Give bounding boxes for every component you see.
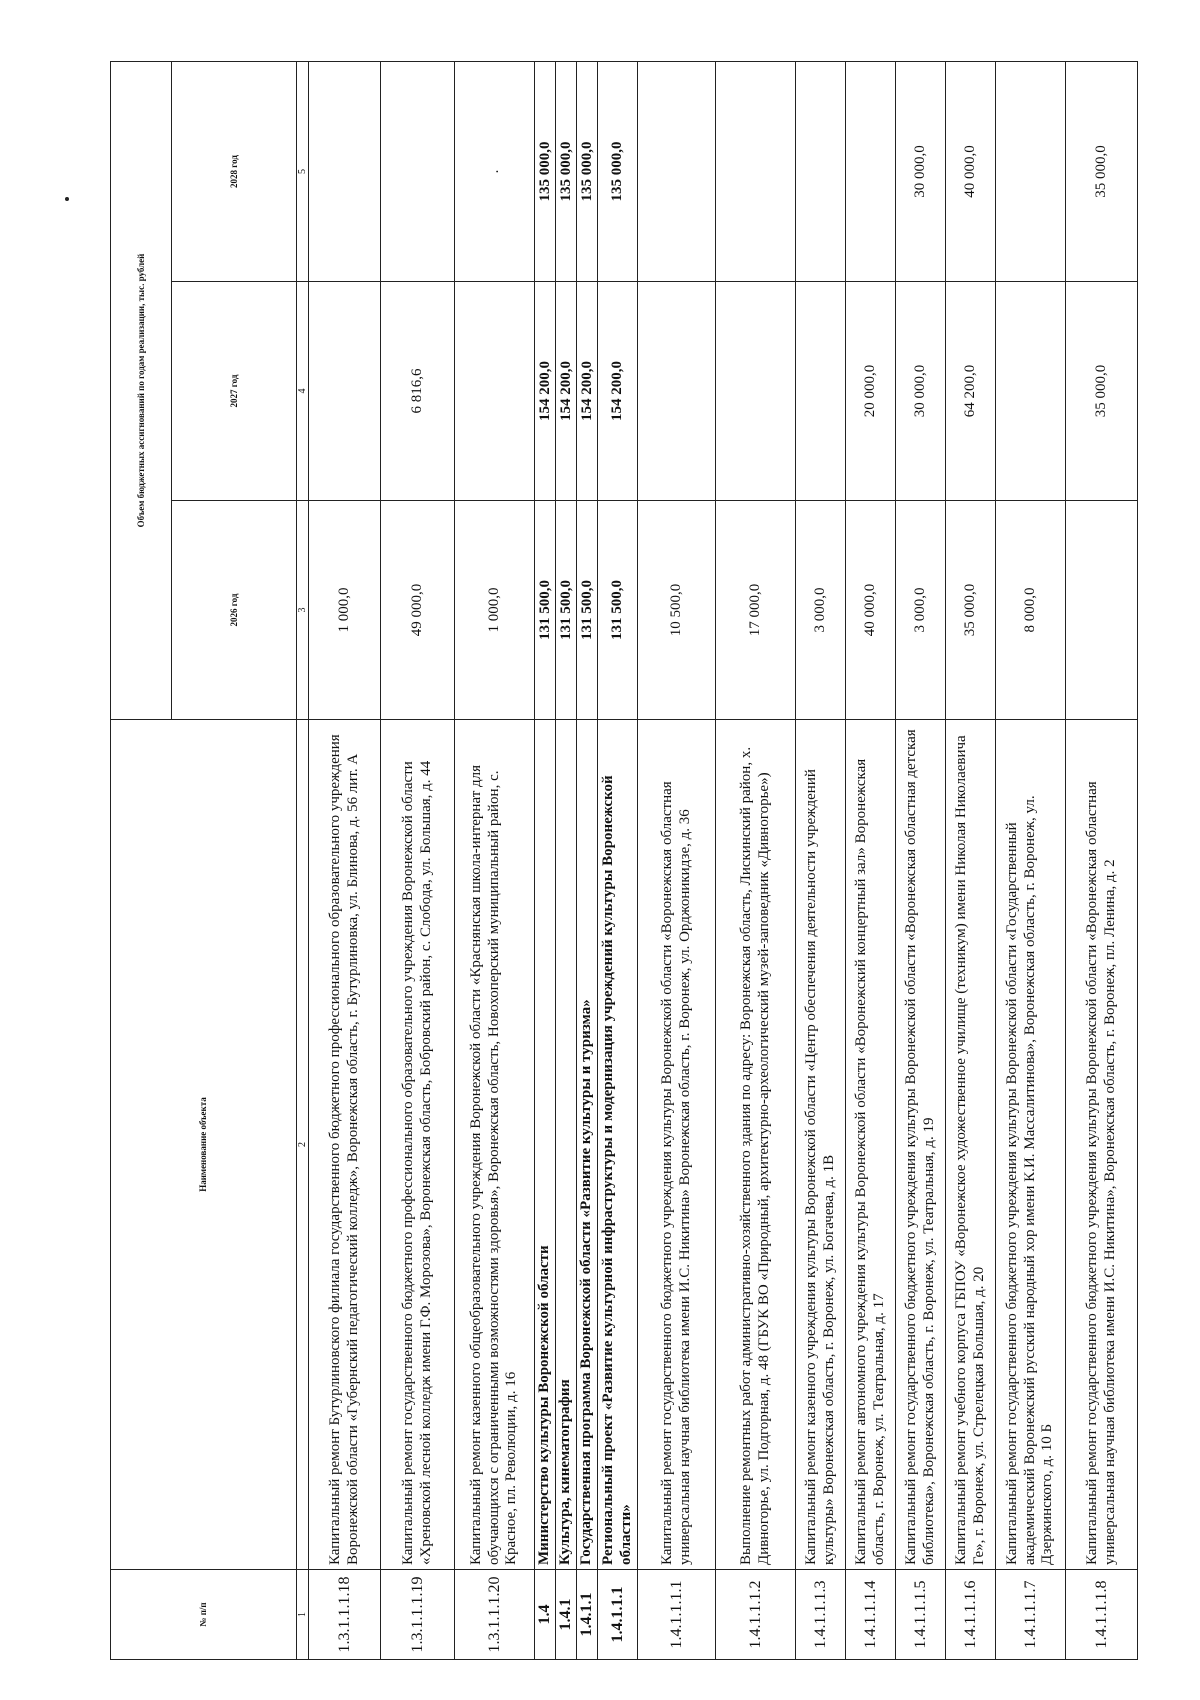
row-2028: 135 000,0 <box>577 61 598 281</box>
col-index: 5 <box>297 61 309 281</box>
row-2027 <box>309 282 381 501</box>
table-row <box>796 61 846 1659</box>
stray-dot-mark <box>65 197 69 201</box>
row-2027: 154 200,0 <box>577 282 598 501</box>
row-2027 <box>796 282 846 501</box>
header-num: № п/п <box>111 1570 297 1660</box>
row-2026: 8 000,0 <box>996 501 1066 720</box>
col-index: 2 <box>297 720 309 1570</box>
row-name: Капитальный ремонт учебного корпуса ГБПОУ «Воронежское художественное училище (техникум) имени Николая Николаевича Ге», г. Воронеж, ул. Стрелецкая Большая, д. 20 <box>946 720 996 1570</box>
row-2028 <box>381 61 455 281</box>
row-name: Капитальный ремонт казенного общеобразовательного учреждения Воронежской области «Краснянская школа-интернат для обучающихся с ограниченными возможностями здоровья», Воронежская область, Новохоперский муниципальный район, с. Красное, пл. Революции, д. 16 <box>455 720 535 1570</box>
row-number: 1.4.1.1.1.5 <box>896 1570 946 1660</box>
row-number: 1.3.1.1.1.19 <box>381 1570 455 1660</box>
row-2028: . <box>455 61 535 281</box>
row-2027 <box>716 282 796 501</box>
row-2027: 154 200,0 <box>535 282 556 501</box>
row-2026: 3 000,0 <box>796 501 846 720</box>
row-2028 <box>716 61 796 281</box>
table-body <box>309 61 1138 1659</box>
row-number: 1.4.1.1.1.2 <box>716 1570 796 1660</box>
header-year-2028: 2028 год <box>172 61 297 281</box>
table-row <box>556 61 577 1659</box>
table-row <box>996 61 1066 1659</box>
row-2028: 135 000,0 <box>556 61 577 281</box>
row-2028 <box>638 61 716 281</box>
table-row <box>598 61 638 1659</box>
row-name: Культура, кинематография <box>556 720 577 1570</box>
row-name: Выполнение ремонтных работ административно-хозяйственного здания по адресу: Воронежская область, Лискинский район, х. Дивногорье, ул. Подгорная, д. 48 (ГБУК ВО «Природный, архитектурно-археологический музей-заповедник «Дивногорье») <box>716 720 796 1570</box>
table-row <box>638 61 716 1659</box>
row-2026: 49 000,0 <box>381 501 455 720</box>
row-name: Капитальный ремонт государственного бюджетного профессионального образовательного учреждения Воронежской области «Хреновской лесной колледж имени Г.Ф. Морозова», Воронежская область, Бобровский район, с. Слобода, ул. Большая, д. 44 <box>381 720 455 1570</box>
row-2028 <box>996 61 1066 281</box>
table-row <box>896 61 946 1659</box>
row-name: Капитальный ремонт государственного бюджетного учреждения культуры Воронежской области «Государственный академический Воронежский русский народный хор имени К.И. Массалитинова», Воронежская область, г. Воронеж, ул. Дзержинского, д. 10 Б <box>996 720 1066 1570</box>
row-2028 <box>796 61 846 281</box>
row-2028: 40 000,0 <box>946 61 996 281</box>
row-2027 <box>638 282 716 501</box>
table-row <box>455 61 535 1659</box>
row-name: Капитальный ремонт казенного учреждения культуры Воронежской области «Центр обеспечения деятельности учреждений культуры» Воронежская область, г. Воронеж, ул. Богачева, д. 1В <box>796 720 846 1570</box>
row-2027: 20 000,0 <box>846 282 896 501</box>
header-year-2026: 2026 год <box>172 501 297 720</box>
table-row <box>577 61 598 1659</box>
row-2027: 6 816,6 <box>381 282 455 501</box>
row-number: 1.4 <box>535 1570 556 1660</box>
row-name: Региональный проект «Развитие культурной инфраструктуры и модернизация учреждений культуры Воронежской области» <box>598 720 638 1570</box>
row-2026: 40 000,0 <box>846 501 896 720</box>
row-2028 <box>846 61 896 281</box>
row-2028 <box>309 61 381 281</box>
table-row <box>946 61 996 1659</box>
row-name: Капитальный ремонт государственного бюджетного учреждения культуры Воронежской области «Воронежская областная универсальная научная библиотека имени И.С. Никитина» Воронежская область, г. Воронеж, ул. Орджоникидзе, д. 36 <box>638 720 716 1570</box>
col-index: 4 <box>297 282 309 501</box>
row-2026: 131 500,0 <box>577 501 598 720</box>
row-2026: 131 500,0 <box>598 501 638 720</box>
col-index: 1 <box>297 1570 309 1660</box>
row-2026: 3 000,0 <box>896 501 946 720</box>
row-name: Капитальный ремонт Бутурлиновского филиала государственного бюджетного профессионального образовательного учреждения Воронежской области «Губернский педагогический колледж», Воронежская область, г. Бутурлиновка, ул. Блинова, д. 56 лит. А <box>309 720 381 1570</box>
row-number: 1.4.1.1.1 <box>598 1570 638 1660</box>
row-2028: 35 000,0 <box>1066 61 1138 281</box>
row-2027: 35 000,0 <box>1066 282 1138 501</box>
row-2028: 30 000,0 <box>896 61 946 281</box>
row-name: Министерство культуры Воронежской области <box>535 720 556 1570</box>
row-2026: 1 000,0 <box>455 501 535 720</box>
table-row <box>716 61 796 1659</box>
row-2028: 135 000,0 <box>535 61 556 281</box>
row-2026: 17 000,0 <box>716 501 796 720</box>
row-2026 <box>1066 501 1138 720</box>
row-number: 1.4.1.1.1.1 <box>638 1570 716 1660</box>
row-2027 <box>455 282 535 501</box>
row-2027: 64 200,0 <box>946 282 996 501</box>
row-2028: 135 000,0 <box>598 61 638 281</box>
row-number: 1.4.1 <box>556 1570 577 1660</box>
table-row <box>846 61 896 1659</box>
header-name: Наименование объекта <box>111 720 297 1570</box>
row-number: 1.4.1.1 <box>577 1570 598 1660</box>
table-row <box>381 61 455 1659</box>
rotated-page <box>110 62 1118 1660</box>
header-year-2027: 2027 год <box>172 282 297 501</box>
table-row <box>1066 61 1138 1659</box>
row-number: 1.4.1.1.1.7 <box>996 1570 1066 1660</box>
header-budget: Объем бюджетных ассигнований по годам реализации, тыс. рублей <box>111 61 172 719</box>
table-row <box>309 61 381 1659</box>
col-index: 3 <box>297 501 309 720</box>
budget-table <box>110 61 1138 1660</box>
row-2026: 131 500,0 <box>556 501 577 720</box>
row-name: Капитальный ремонт государственного бюджетного учреждения культуры Воронежской области «Воронежская областная универсальная научная библиотека имени И.С. Никитина», Воронежская область, г. Воронеж, пл. Ленина, д. 2 <box>1066 720 1138 1570</box>
row-number: 1.3.1.1.1.20 <box>455 1570 535 1660</box>
row-2026: 1 000,0 <box>309 501 381 720</box>
row-2026: 35 000,0 <box>946 501 996 720</box>
row-number: 1.3.1.1.1.18 <box>309 1570 381 1660</box>
row-2027: 154 200,0 <box>598 282 638 501</box>
row-number: 1.4.1.1.1.6 <box>946 1570 996 1660</box>
row-2026: 131 500,0 <box>535 501 556 720</box>
row-2027 <box>996 282 1066 501</box>
row-number: 1.4.1.1.1.8 <box>1066 1570 1138 1660</box>
row-name: Государственная программа Воронежской области «Развитие культуры и туризма» <box>577 720 598 1570</box>
row-2027: 154 200,0 <box>556 282 577 501</box>
row-2027: 30 000,0 <box>896 282 946 501</box>
row-2026: 10 500,0 <box>638 501 716 720</box>
row-number: 1.4.1.1.1.4 <box>846 1570 896 1660</box>
row-name: Капитальный ремонт государственного бюджетного учреждения культуры Воронежской области «Воронежская областная детская библиотека», Воронежская область, г. Воронеж, ул. Театральная, д. 19 <box>896 720 946 1570</box>
row-number: 1.4.1.1.1.3 <box>796 1570 846 1660</box>
row-name: Капитальный ремонт автономного учреждения культуры Воронежской области «Воронежский концертный зал» Воронежская область, г. Воронеж, ул. Театральная, д. 17 <box>846 720 896 1570</box>
table-row <box>535 61 556 1659</box>
